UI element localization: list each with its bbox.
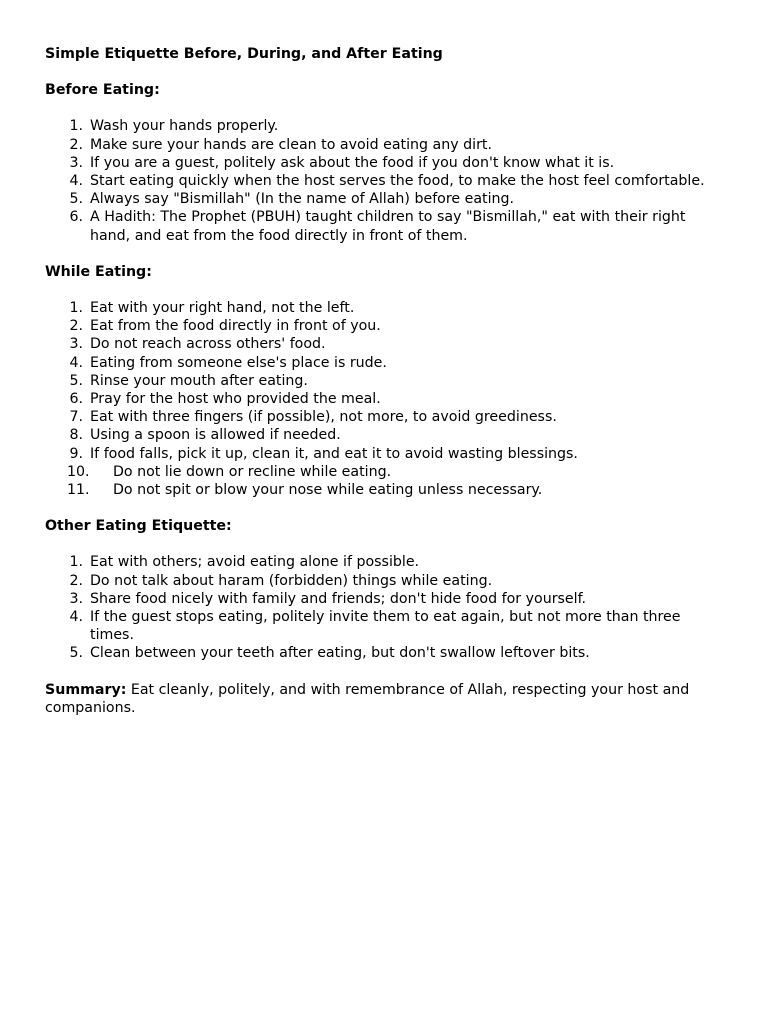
item-text: Eat from the food directly in front of you. — [90, 318, 381, 335]
item-number: 5. — [69, 372, 83, 389]
list-before-eating — [45, 117, 723, 244]
list-item — [45, 644, 723, 662]
document-title: Simple Etiquette Before, During, and After Eating — [45, 46, 443, 62]
item-number: 1. — [69, 300, 83, 317]
list-item — [45, 335, 723, 353]
item-number: 5. — [69, 191, 83, 208]
item-text: Do not spit or blow your nose while eating unless necessary. — [113, 482, 543, 499]
item-number: 10. — [67, 463, 90, 480]
item-number: 2. — [69, 572, 83, 589]
item-number: 4. — [69, 173, 83, 190]
item-text: Share food nicely with family and friends; don't hide food for yourself. — [90, 590, 587, 607]
list-other-etiquette — [45, 553, 723, 662]
item-text: Make sure your hands are clean to avoid eating any dirt. — [90, 136, 493, 153]
item-text: Clean between your teeth after eating, but don't swallow leftover bits. — [90, 645, 590, 662]
item-number: 11. — [67, 482, 90, 499]
list-item — [45, 136, 723, 154]
item-text: Eat with your right hand, not the left. — [90, 300, 355, 317]
list-item — [45, 172, 723, 190]
list-item — [45, 317, 723, 335]
item-text: Wash your hands properly. — [90, 118, 279, 135]
item-number: 1. — [69, 554, 83, 571]
item-text: Eat with three fingers (if possible), not more, to avoid greediness. — [90, 409, 557, 426]
item-number: 5. — [69, 645, 83, 662]
item-text: Using a spoon is allowed if needed. — [90, 427, 341, 444]
list-item — [45, 590, 723, 608]
summary-label: Summary: — [45, 681, 127, 698]
item-number: 3. — [69, 590, 83, 607]
item-text: Pray for the host who provided the meal. — [90, 391, 381, 408]
item-number: 9. — [69, 445, 83, 462]
item-text: Do not talk about haram (forbidden) things while eating. — [90, 572, 493, 589]
section-heading-while-eating: While Eating: — [45, 263, 152, 280]
summary-paragraph — [45, 681, 723, 717]
list-item — [45, 299, 723, 317]
item-number: 3. — [69, 154, 83, 171]
item-number: 4. — [69, 354, 83, 371]
item-number: 2. — [69, 318, 83, 335]
list-item — [45, 354, 723, 372]
item-number: 7. — [69, 409, 83, 426]
item-text: Eat with others; avoid eating alone if possible. — [90, 554, 420, 571]
item-text: If you are a guest, politely ask about the food if you don't know what it is. — [90, 154, 615, 171]
item-number: 8. — [69, 427, 83, 444]
item-text: Do not lie down or recline while eating. — [113, 463, 392, 480]
item-text: Eating from someone else's place is rude. — [90, 354, 387, 371]
list-item — [45, 463, 723, 481]
section-heading-other-etiquette: Other Eating Etiquette: — [45, 518, 232, 535]
list-item — [45, 408, 723, 426]
section-heading-before-eating: Before Eating: — [45, 82, 160, 99]
list-item — [45, 445, 723, 463]
item-text: Always say "Bismillah" (In the name of Allah) before eating. — [90, 191, 515, 208]
item-text: If the guest stops eating, politely invite them to eat again, but not more than three times. — [90, 609, 681, 644]
list-item — [45, 553, 723, 571]
list-item — [45, 154, 723, 172]
list-item — [45, 426, 723, 444]
item-number: 6. — [69, 209, 83, 226]
item-number: 2. — [69, 136, 83, 153]
item-text: Rinse your mouth after eating. — [90, 372, 308, 389]
list-item — [45, 481, 723, 499]
summary-text: Eat cleanly, politely, and with remembrance of Allah, respecting your host and companions. — [45, 681, 690, 716]
item-text: If food falls, pick it up, clean it, and eat it to avoid wasting blessings. — [90, 445, 578, 462]
list-item — [45, 390, 723, 408]
item-text: Start eating quickly when the host serves the food, to make the host feel comfortable. — [90, 173, 705, 190]
item-number: 3. — [69, 336, 83, 353]
list-while-eating — [45, 299, 723, 499]
list-item — [45, 208, 723, 244]
list-item — [45, 117, 723, 135]
item-number: 6. — [69, 391, 83, 408]
list-item — [45, 572, 723, 590]
list-item — [45, 372, 723, 390]
item-number: 1. — [69, 118, 83, 135]
item-number: 4. — [69, 609, 83, 626]
item-text: Do not reach across others' food. — [90, 336, 326, 353]
list-item — [45, 190, 723, 208]
list-item — [45, 608, 723, 644]
item-text: A Hadith: The Prophet (PBUH) taught children to say "Bismillah," eat with their right hand, and eat from the food directly in front of them. — [90, 209, 686, 244]
